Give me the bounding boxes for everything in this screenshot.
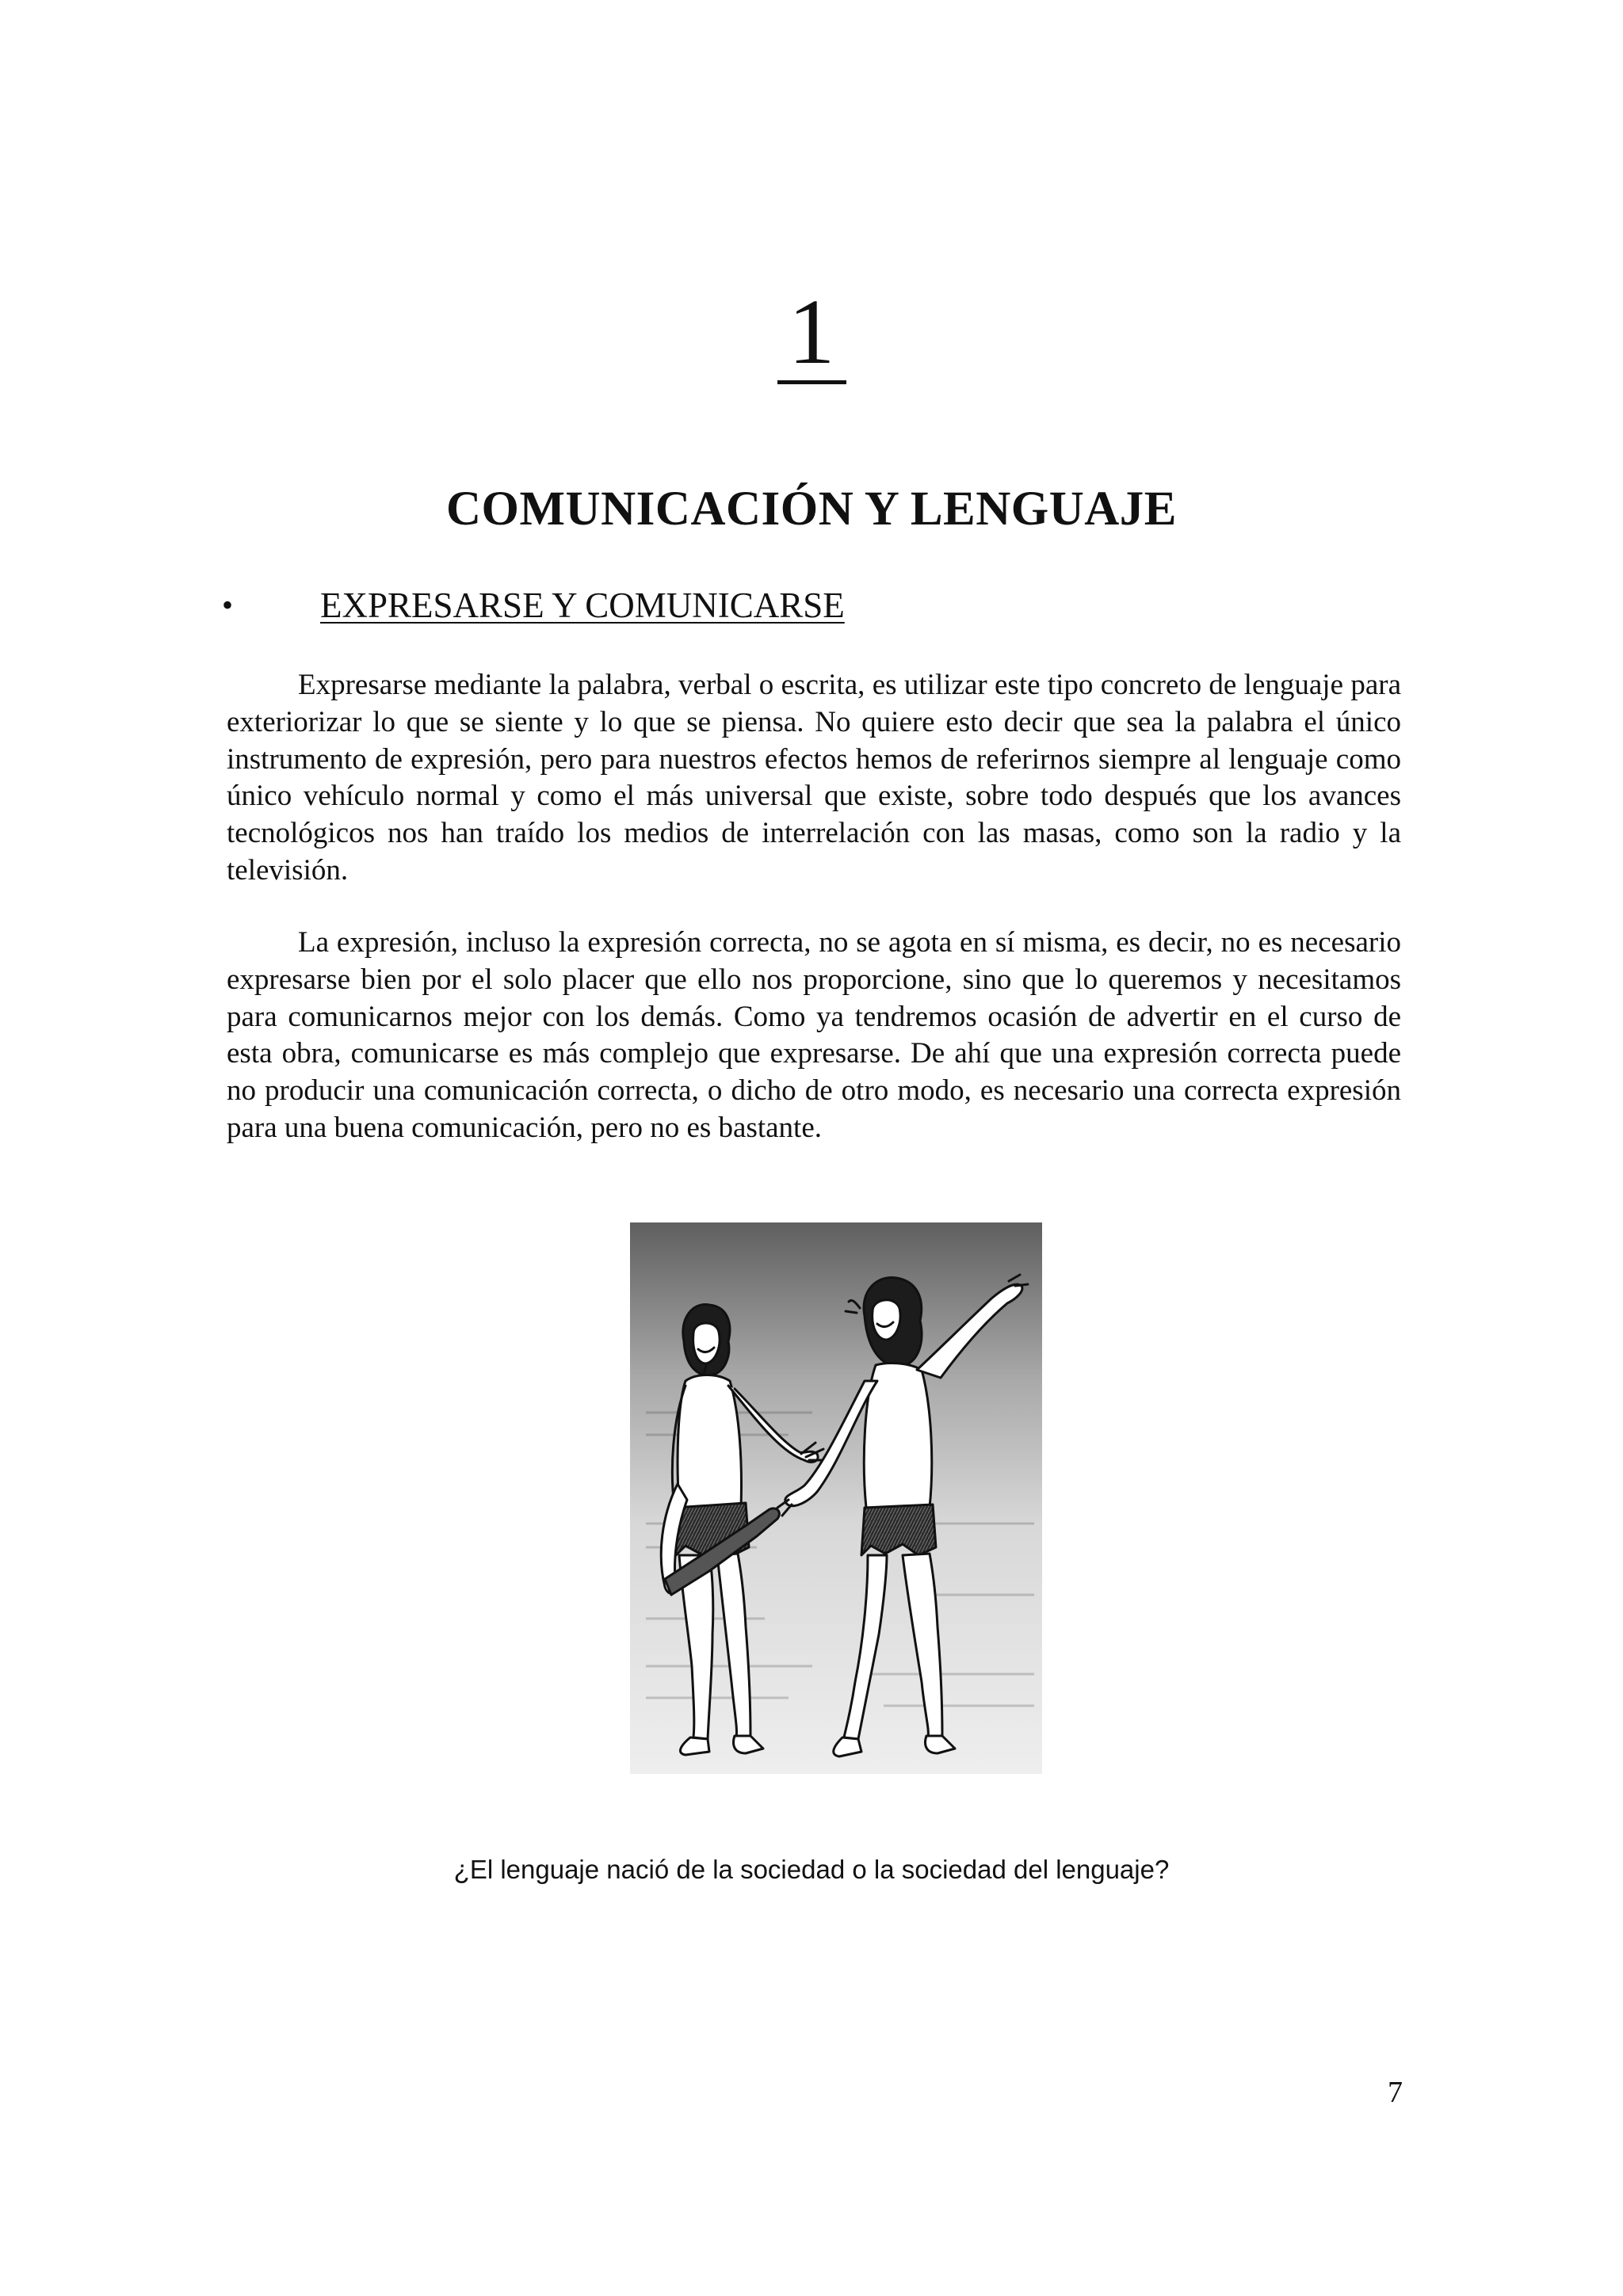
paragraph-1: Expresarse mediante la palabra, verbal o escrita, es utilizar este tipo concreto de lenguaje para exteriorizar lo que se siente y lo que se piensa. No quiere esto decir que sea la palabra el único instrumento de expresión, pero para nuestros efectos hemos de referirnos siempre al lenguaje como único vehículo normal y como el más universal que existe, sobre todo después que los avances tecnológicos nos han traído los medios de interrelación con las masas, como son la radio y la televisión. bbox=[227, 669, 1401, 887]
chapter-number bbox=[0, 280, 1623, 384]
bullet-icon: • bbox=[222, 587, 234, 623]
page-number: 7 bbox=[1388, 2076, 1403, 2109]
chapter-number-text: 1 bbox=[777, 285, 846, 384]
figure-caption: ¿El lenguaje nació de la sociedad o la sociedad del lenguaje? bbox=[453, 1855, 1170, 1884]
paragraph-2: La expresión, incluso la expresión correcta, no se agota en sí misma, es decir, no es necesario expresarse bien por el solo placer que ello nos proporcione, sino que lo queremos y necesitamos para comunicarnos mejor con los demás. Como ya tendremos ocasión de advertir en el curso de esta obra, comunicarse es más complejo que expresarse. De ahí que una expresión correcta puede no producir una comunicación correcta, o dicho de otro modo, es necesario una correcta expresión para una buena comunicación, pero no es bastante. bbox=[227, 926, 1401, 1144]
section-heading-text: EXPRESARSE Y COMUNICARSE bbox=[320, 585, 845, 625]
cartoon-illustration bbox=[630, 1222, 1042, 1774]
chapter-title: COMUNICACIÓN Y LENGUAJE bbox=[445, 482, 1177, 536]
